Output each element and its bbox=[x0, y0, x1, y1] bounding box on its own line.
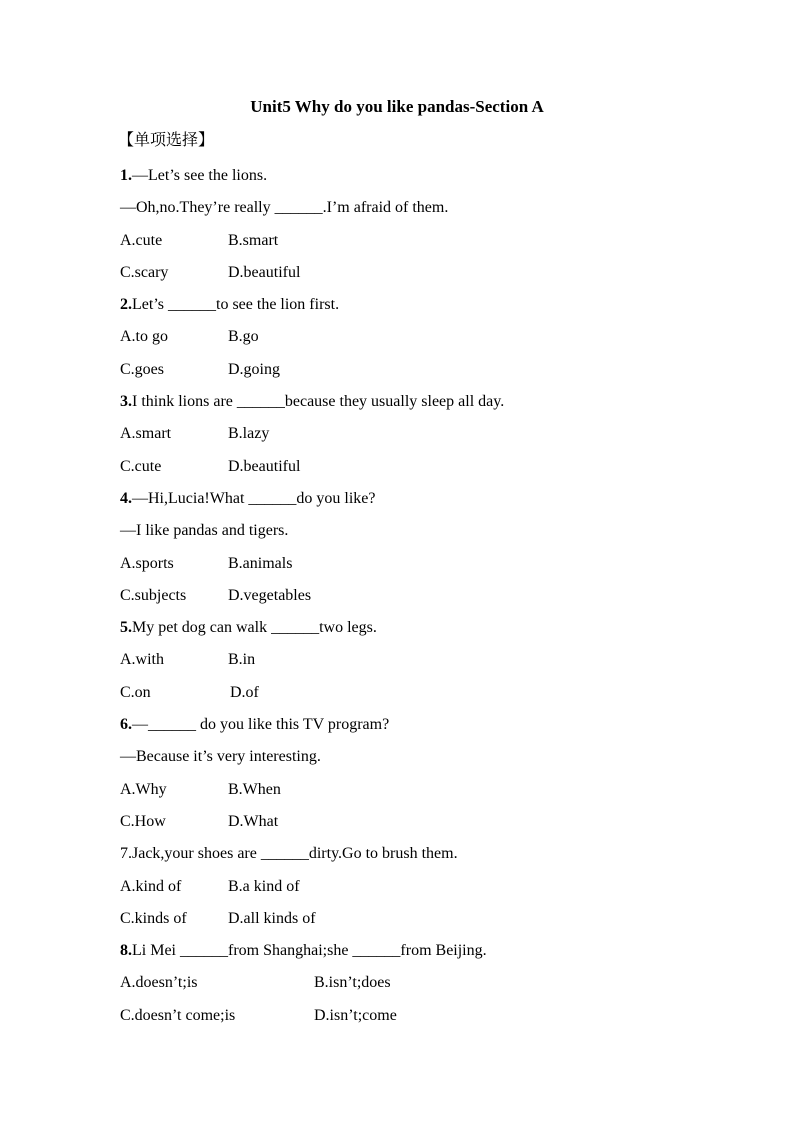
question-2-stem bbox=[120, 294, 720, 326]
question-3-options-ab bbox=[120, 423, 720, 455]
question-text: My pet dog can walk ______two legs. bbox=[132, 619, 377, 637]
option-c: C.How bbox=[120, 812, 166, 830]
option-b: B.in bbox=[228, 651, 256, 669]
question-5-options-ab bbox=[120, 649, 720, 681]
option-b: B.When bbox=[228, 780, 281, 798]
option-c: C.subjects bbox=[120, 586, 187, 604]
option-a: A.with bbox=[120, 651, 164, 669]
option-d: D.going bbox=[228, 360, 280, 378]
question-text: —Let’s see the lions. bbox=[132, 167, 268, 184]
question-text: —Hi,Lucia!What ______do you like? bbox=[132, 489, 376, 507]
question-4-stem bbox=[120, 488, 720, 520]
option-a: A.smart bbox=[120, 425, 172, 443]
option-c: C.on bbox=[120, 683, 151, 701]
question-text: Let’s ______to see the lion first. bbox=[132, 296, 340, 314]
option-d: D.beautiful bbox=[228, 457, 301, 475]
question-6-options-ab bbox=[120, 779, 720, 811]
question-2-options-cd bbox=[120, 359, 720, 391]
option-a: A.cute bbox=[120, 231, 163, 249]
question-7-options-cd bbox=[120, 908, 720, 940]
option-d: D.isn’t;come bbox=[314, 1006, 397, 1024]
question-1-options-ab bbox=[120, 230, 720, 262]
question-6-options-cd bbox=[120, 811, 720, 843]
option-b: B.lazy bbox=[228, 425, 270, 443]
option-d: D.vegetables bbox=[228, 586, 312, 604]
question-1-stem bbox=[120, 165, 720, 197]
option-b: B.go bbox=[228, 328, 259, 346]
question-number: 1. bbox=[120, 167, 132, 184]
question-number: 3. bbox=[120, 393, 132, 411]
option-b: B.smart bbox=[228, 231, 279, 249]
question-number: 4. bbox=[120, 489, 132, 507]
question-8-options-ab bbox=[120, 972, 720, 1004]
question-5-options-cd bbox=[120, 682, 720, 714]
page-title: Unit5 Why do you like pandas-Section A bbox=[250, 97, 544, 116]
option-b: B.a kind of bbox=[228, 877, 300, 895]
question-8-options-cd bbox=[120, 1005, 720, 1037]
question-6-response: —Because it’s very interesting. bbox=[120, 748, 321, 766]
option-a: A.Why bbox=[120, 780, 167, 798]
option-c: C.doesn’t come;is bbox=[120, 1006, 236, 1024]
question-3-stem bbox=[120, 391, 720, 423]
option-b: B.animals bbox=[228, 554, 293, 572]
question-3-options-cd bbox=[120, 456, 720, 488]
question-2-options-ab bbox=[120, 326, 720, 358]
question-8-stem bbox=[120, 940, 720, 972]
question-7-stem bbox=[120, 843, 720, 875]
option-a: A.kind of bbox=[120, 877, 182, 895]
option-a: A.to go bbox=[120, 328, 168, 346]
question-number: 7. bbox=[120, 845, 132, 863]
option-c: C.cute bbox=[120, 457, 162, 475]
question-4-options-cd bbox=[120, 585, 720, 617]
option-d: D.What bbox=[228, 812, 279, 830]
option-d: D.beautiful bbox=[228, 263, 301, 281]
section-heading: 【单项选择】 bbox=[118, 130, 215, 149]
question-1-options-cd bbox=[120, 262, 720, 294]
option-a: A.doesn’t;is bbox=[120, 974, 198, 992]
question-list bbox=[120, 165, 720, 1037]
question-number: 6. bbox=[120, 716, 132, 734]
question-text: —______ do you like this TV program? bbox=[132, 716, 390, 734]
option-d: D.all kinds of bbox=[228, 909, 316, 927]
question-text: I think lions are ______because they usually sleep all day. bbox=[132, 393, 505, 411]
question-text: Li Mei ______from Shanghai;she ______from Beijing. bbox=[132, 942, 487, 960]
question-4-response: —I like pandas and tigers. bbox=[120, 522, 289, 540]
option-c: C.kinds of bbox=[120, 909, 187, 927]
question-5-stem bbox=[120, 617, 720, 649]
question-4-options-ab bbox=[120, 553, 720, 585]
question-number: 8. bbox=[120, 942, 132, 960]
question-7-options-ab bbox=[120, 876, 720, 908]
option-c: C.scary bbox=[120, 263, 169, 281]
question-text: Jack,your shoes are ______dirty.Go to brush them. bbox=[132, 845, 458, 863]
question-1-response: —Oh,no.They’re really ______.I’m afraid of them. bbox=[120, 199, 449, 217]
option-c: C.goes bbox=[120, 360, 164, 378]
question-6-stem bbox=[120, 714, 720, 746]
option-d: D.of bbox=[230, 683, 259, 701]
option-a: A.sports bbox=[120, 554, 174, 572]
question-number: 5. bbox=[120, 619, 132, 637]
question-number: 2. bbox=[120, 296, 132, 314]
option-b: B.isn’t;does bbox=[314, 974, 391, 992]
